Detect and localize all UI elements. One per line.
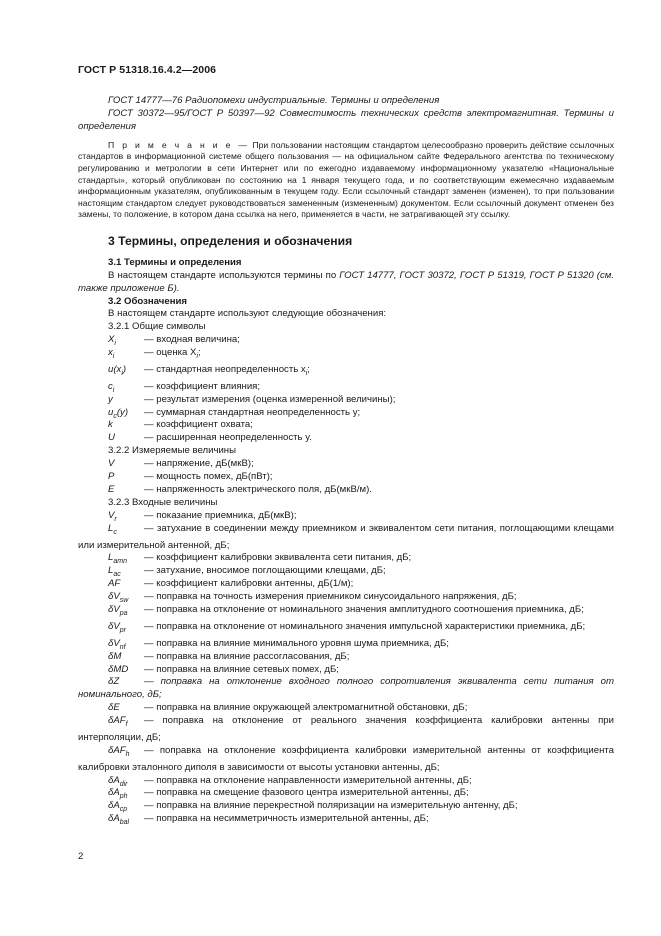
symbol-row xyxy=(78,565,614,578)
symbol-row xyxy=(78,523,614,553)
symbol-row xyxy=(78,651,614,664)
symbol-definition: — поправка на влияние сетевых помех, дБ; xyxy=(144,663,339,675)
symbol-row xyxy=(78,664,614,677)
symbol-row xyxy=(78,394,614,407)
symbol: k xyxy=(108,419,113,431)
symbol: $\delta A_{dir}$ xyxy=(108,774,128,788)
symbol-definition: — затухание, вносимое поглощающими клещами, дБ; xyxy=(144,565,386,577)
symbol-definition: — расширенная неопределенность y. xyxy=(144,432,312,444)
symbol-definition: — поправка на отклонение входного полного сопротивления эквивалента сети питания от номинального, дБ; xyxy=(78,676,614,701)
note-text: При пользовании настоящим стандартом целесообразно проверить действие ссылочных стандартов в информационной системе общего пользования — на официальном сайте Федерального агентства по техническому регулированию и метрологии в сети Интернет или по ежегодно издаваемому информационному указателю «Национальные стандарты», который опубликован по состоянию на 1 января текущего года, и по соответствующим ежемесячно издаваемым информационным указателям, опубликованным в текущем году. Если ссылочный стандарт заменен (изменен), то при пользовании настоящим стандартом следует руководствоваться замененным (измененным) документом. Если ссылочный документ отменен без замены, то положение, в котором дана ссылка на него, применяется в части, не затрагивающей эту ссылку. xyxy=(78,139,614,220)
page-number: 2 xyxy=(78,851,84,862)
note-label: П р и м е ч а н и е — xyxy=(108,139,250,150)
symbol-definition: — входная величина; xyxy=(144,334,240,346)
page-body xyxy=(78,95,614,826)
symbol-definition: — поправка на отклонение направленности измерительной антенны, дБ; xyxy=(144,774,472,786)
symbol-definition: — поправка на влияние перекрестной поляризации на измерительную антенну, дБ; xyxy=(144,800,518,812)
note-paragraph xyxy=(78,140,614,221)
symbol: E xyxy=(108,484,115,495)
general-symbols-list xyxy=(78,334,614,445)
symbol: $\delta V_{pr}$ xyxy=(108,620,126,634)
symbol-row xyxy=(78,347,614,364)
symbol-definition: — поправка на несимметричность измерительной антенны, дБ; xyxy=(144,813,429,825)
section-3-2-heading: 3.2 Обозначения xyxy=(108,295,187,307)
symbol-definition: — поправка на смещение фазового центра измерительной антенны, дБ; xyxy=(144,787,469,799)
symbol-row xyxy=(78,407,614,420)
section-3-2-2-heading: 3.2.2 Измеряемые величины xyxy=(108,445,236,457)
section-3-2-text: В настоящем стандарте используют следующие обозначения: xyxy=(108,308,387,320)
section-3-2-3-heading: 3.2.3 Входные величины xyxy=(108,496,218,508)
symbol-row xyxy=(78,591,614,604)
page-header: ГОСТ Р 51318.16.4.2—2006 xyxy=(78,64,217,76)
symbol-definition: — поправка на влияние рассогласования, дБ; xyxy=(144,650,350,662)
symbol-row xyxy=(78,787,614,800)
symbol-definition: — напряжение, дБ(мкВ); xyxy=(144,458,254,470)
symbol-definition: — коэффициент калибровки антенны, дБ(1/м); xyxy=(144,578,354,590)
symbol: $u(x_i)$ xyxy=(108,363,127,377)
symbol-row xyxy=(78,419,614,432)
symbol: $X_i$ xyxy=(108,334,116,348)
symbol-definition: — поправка на влияние окружающей электромагнитной обстановки, дБ; xyxy=(144,702,468,714)
reference-gost-14777: ГОСТ 14777—76 Радиопомехи индустриальные. Термины и определения xyxy=(108,95,440,106)
section-3-1-text xyxy=(78,270,614,296)
symbol: $V_r$ xyxy=(108,509,117,523)
symbol-definition: — коэффициент калибровки эквивалента сети питания, дБ; xyxy=(144,552,412,564)
symbol-definition: — стандартная неопределенность $x_i$; xyxy=(144,363,310,377)
symbol-definition: — результат измерения (оценка измеренной величины); xyxy=(144,393,396,405)
section-3-1-heading: 3.1 Термины и определения xyxy=(108,256,242,268)
symbol-row xyxy=(78,552,614,565)
symbol: δM xyxy=(108,650,122,662)
section-3-2-1-heading: 3.2.1 Общие символы xyxy=(108,321,206,333)
symbol: V xyxy=(108,458,115,470)
symbol-definition: — напряженность электрического поля, дБ(мкВ/м). xyxy=(144,484,372,495)
symbol: $L_{amn}$ xyxy=(108,552,127,566)
symbol-definition: — коэффициент охвата; xyxy=(144,419,253,431)
symbol-row xyxy=(78,702,614,715)
symbol-definition: — поправка на влияние минимального уровня шума приемника, дБ; xyxy=(144,637,449,649)
symbol-row xyxy=(78,745,614,775)
symbol: $\delta V_{sw}$ xyxy=(108,591,129,605)
symbol: $\delta V_{nf}$ xyxy=(108,637,126,651)
symbol: δZ xyxy=(108,676,120,688)
section-3-heading: 3 Термины, определения и обозначения xyxy=(108,233,353,248)
symbol-row xyxy=(78,432,614,445)
symbol-row xyxy=(78,775,614,788)
symbol-definition: — мощность помех, дБ(пВт); xyxy=(144,471,273,483)
symbol: $L_{ac}$ xyxy=(108,565,121,579)
symbol-definition: — поправка на отклонение от номинального значения импульсной характеристики приемника, дБ; xyxy=(144,620,586,632)
section-3-1-text-a: В настоящем стандарте используются термины по xyxy=(108,269,340,281)
input-quantities-list xyxy=(78,510,614,826)
section-3-1-text-b: ГОСТ 14777, ГОСТ 30372, ГОСТ Р 51319, ГОСТ Р 51320 (см. также приложение Б). xyxy=(78,269,614,294)
symbol-row xyxy=(78,621,614,638)
symbol: δMD xyxy=(108,663,129,675)
symbol-row xyxy=(78,676,614,702)
symbol-definition: — поправка на отклонение от реального значения коэффициента калибровки антенны при интерполяции, дБ; xyxy=(78,715,614,743)
symbol: U xyxy=(108,432,115,444)
symbol-definition: — суммарная стандартная неопределенность y; xyxy=(144,406,361,418)
symbol-definition: — коэффициент влияния; xyxy=(144,380,261,392)
symbol-row xyxy=(78,334,614,347)
symbol-row xyxy=(78,510,614,523)
symbol: $\delta A_{bal}$ xyxy=(108,813,130,827)
symbol: δE xyxy=(108,702,120,714)
symbol: $\delta A_{cp}$ xyxy=(108,800,128,814)
symbol: $\delta A_{ph}$ xyxy=(108,787,128,801)
symbol-definition: — показание приемника, дБ(мкВ); xyxy=(144,509,297,521)
symbol: δAF$_h$ xyxy=(108,744,130,758)
measured-quantities-list xyxy=(78,458,614,497)
symbol-definition: — поправка на отклонение от номинального значения амплитудного соотношения приемника, дБ; xyxy=(144,604,584,616)
symbol: $u_c(y)$ xyxy=(108,406,129,420)
symbol: $x_i$ xyxy=(108,347,115,361)
symbol-row xyxy=(78,638,614,651)
symbol: $\delta V_{pa}$ xyxy=(108,604,128,617)
symbol-row xyxy=(78,604,614,621)
symbol-row xyxy=(78,458,614,471)
symbol-row xyxy=(78,813,614,826)
symbol-definition: — поправка на точность измерения приемником синусоидального напряжения, дБ; xyxy=(144,591,517,603)
symbol: P xyxy=(108,471,115,483)
symbol-row xyxy=(78,578,614,591)
reference-gost-30372: ГОСТ 30372—95/ГОСТ Р 50397—92 Совместимость технических средств электромагнитная. Термины и определения xyxy=(78,107,614,132)
symbol-definition: — поправка на отклонение коэффициента калибровки измерительной антенны от коэффициента калибровки эталонного диполя в зависимости от высоты установки антенны, дБ; xyxy=(78,744,614,773)
symbol-definition: — затухание в соединении между приемником и эквивалентом сети питания, поглощающими клещами или измерительной антенной, дБ; xyxy=(78,522,614,551)
symbol-row xyxy=(78,381,614,394)
symbol-row xyxy=(78,364,614,381)
symbol-row xyxy=(78,800,614,813)
symbol-row xyxy=(78,471,614,484)
symbol: δAF$_f$ xyxy=(108,715,128,729)
symbol-row xyxy=(78,715,614,745)
symbol: y xyxy=(108,393,113,405)
symbol-row xyxy=(78,484,614,497)
symbol: AF xyxy=(108,578,121,590)
symbol: $c_i$ xyxy=(108,380,115,394)
symbol-definition: — оценка $X_i$; xyxy=(144,347,201,361)
symbol: $L_c$ xyxy=(108,522,117,536)
